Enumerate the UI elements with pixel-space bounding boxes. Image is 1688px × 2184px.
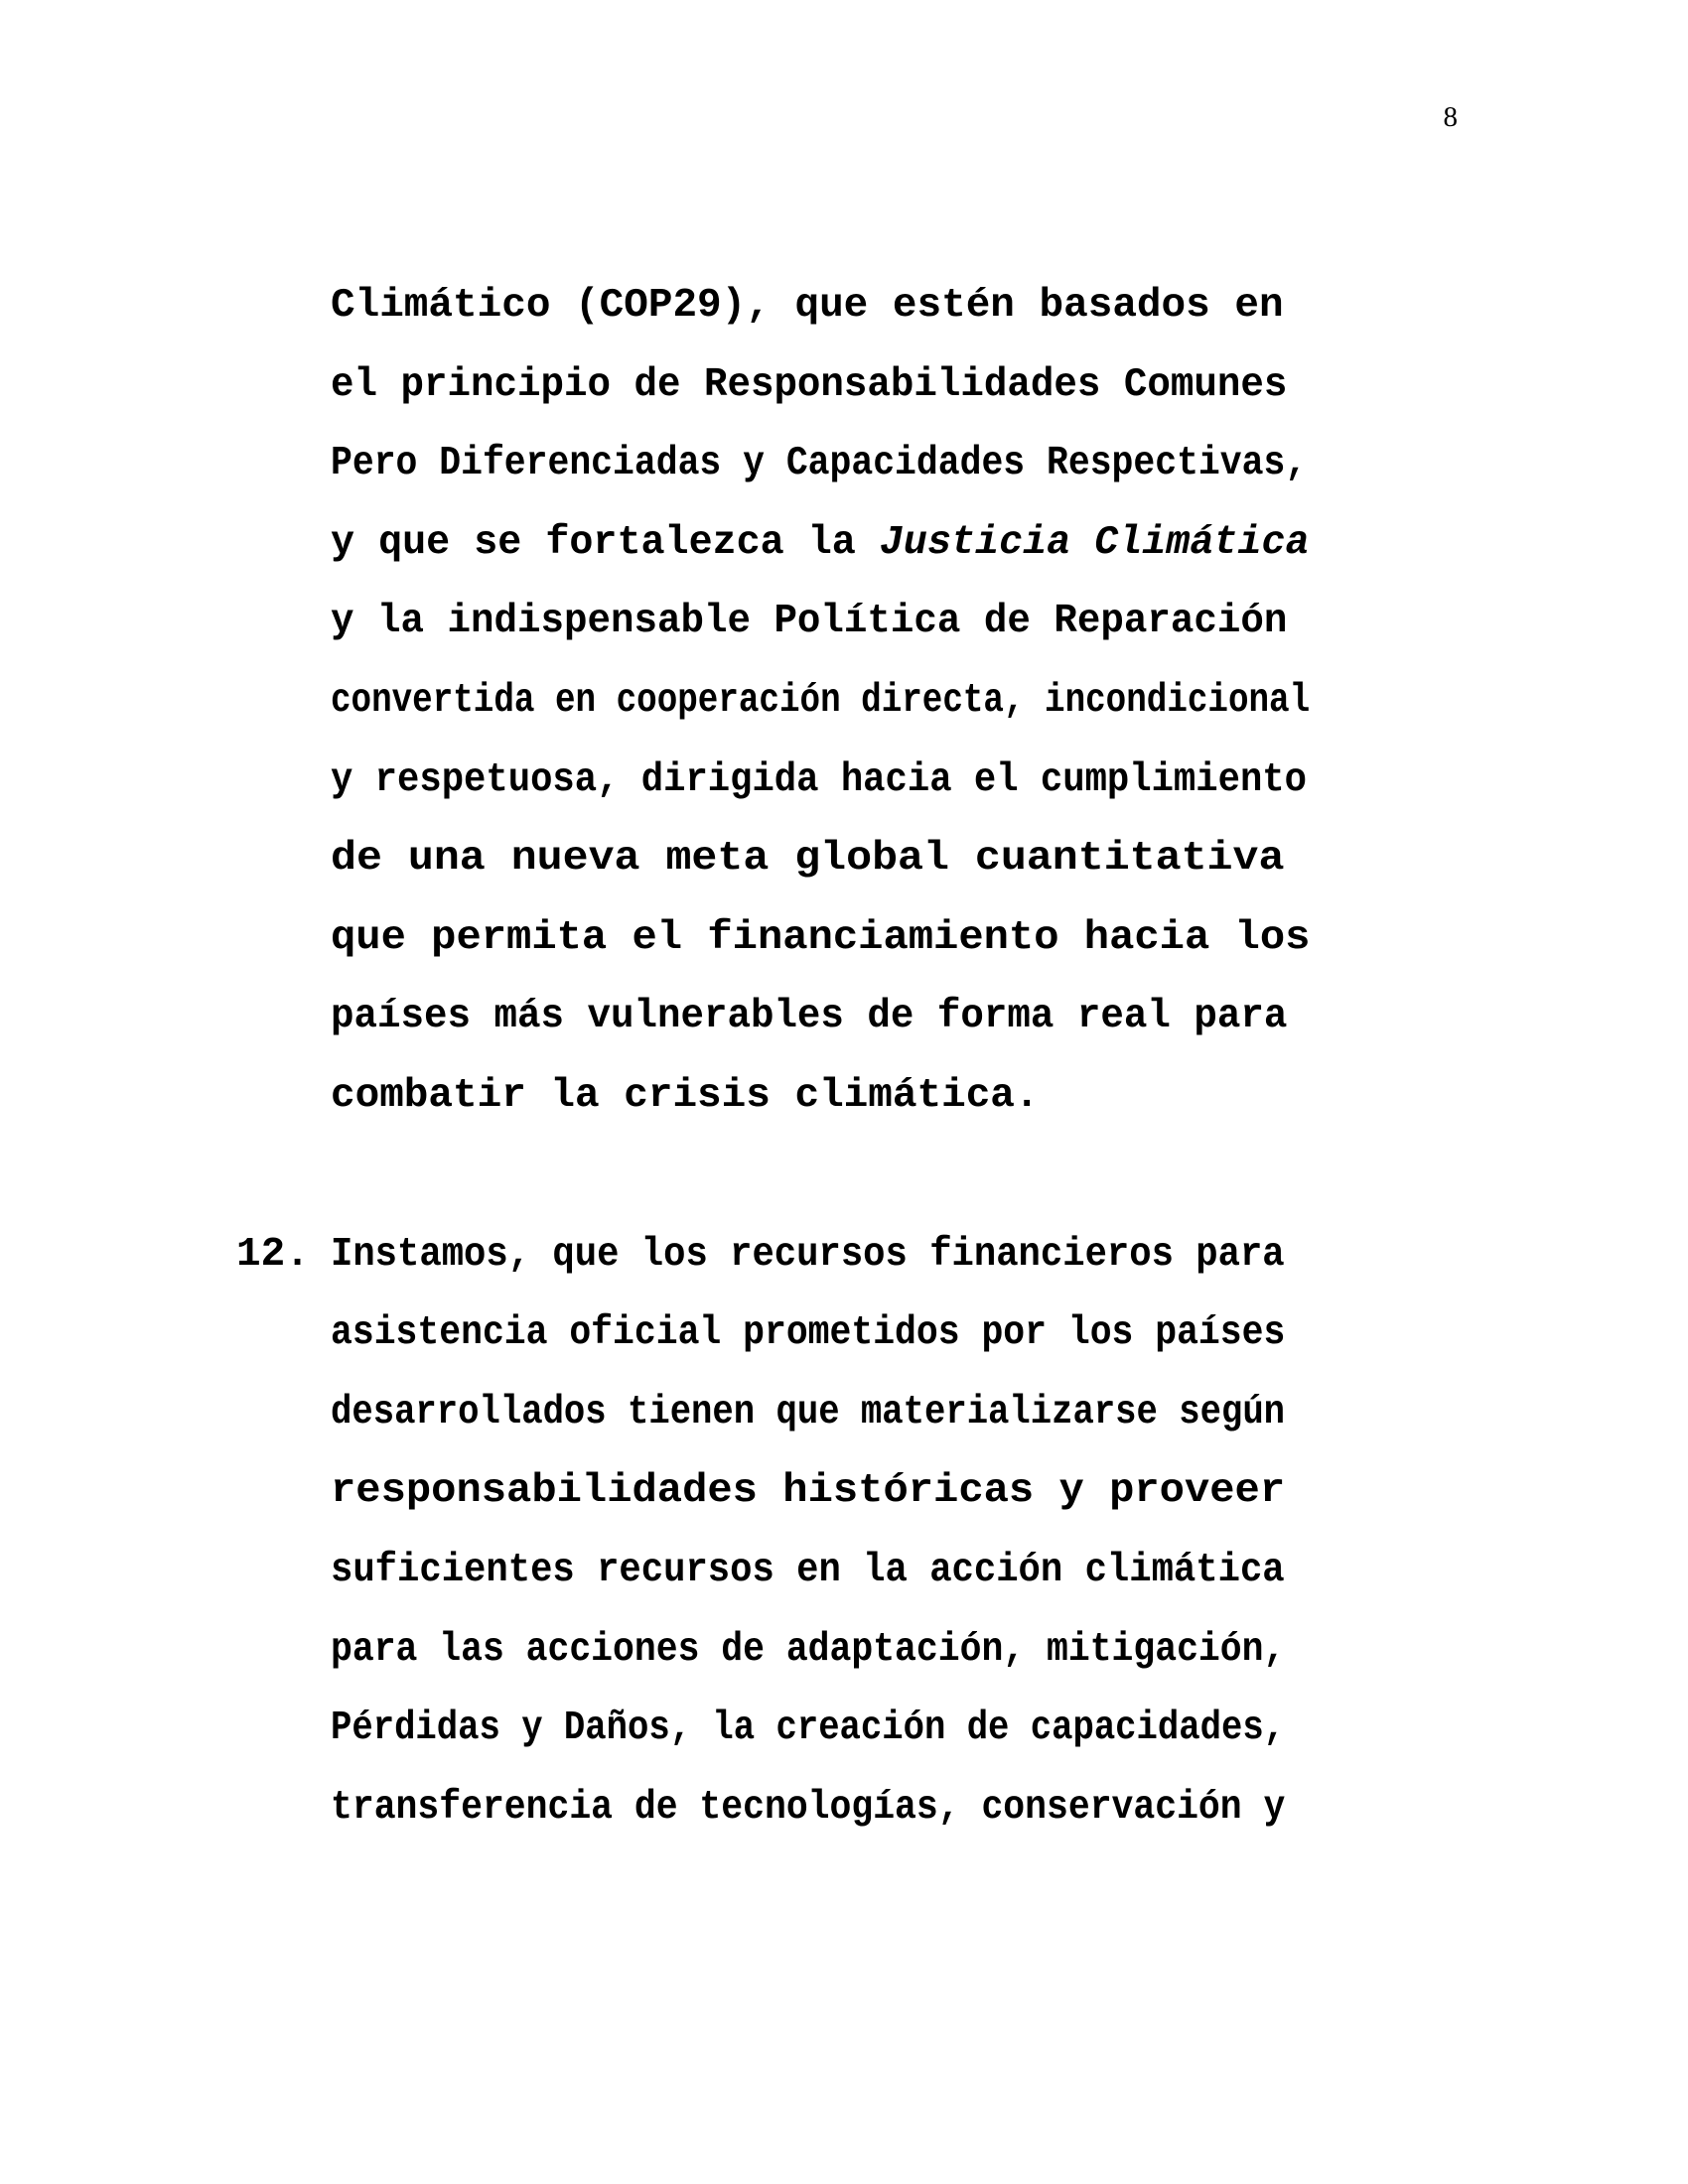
list-item-number: 12. xyxy=(236,1231,310,1278)
emphasis-text-run: Justicia Climática xyxy=(879,519,1310,566)
text-line: y la indispensable Política de Reparación xyxy=(331,599,1288,645)
text-line: asistencia oficial prometidos por los países xyxy=(331,1310,1286,1357)
text-line: Instamos, que los recursos financieros para xyxy=(331,1231,1285,1278)
text-line: Pérdidas y Daños, la creación de capacidades, xyxy=(331,1706,1286,1752)
text-line: Pero Diferenciadas y Capacidades Respectivas, xyxy=(331,441,1308,487)
text-line: combatir la crisis climática. xyxy=(331,1073,1040,1119)
text-line: desarrollados tienen que materializarse según xyxy=(331,1389,1286,1435)
text-line: responsabilidades históricas y proveer xyxy=(331,1468,1286,1515)
text-line: de una nueva meta global cuantitativa xyxy=(331,836,1285,883)
text-line: para las acciones de adaptación, mitigación, xyxy=(331,1626,1286,1673)
text-line: convertida en cooperación directa, incondicional xyxy=(331,678,1311,724)
text-run: y que se fortalezca la xyxy=(331,519,880,566)
page-number: 8 xyxy=(1443,101,1458,133)
text-line: transferencia de tecnologías, conservación y xyxy=(331,1784,1286,1831)
text-line: que permita el financiamiento hacia los xyxy=(331,914,1311,961)
text-line: y respetuosa, dirigida hacia el cumplimiento xyxy=(331,756,1307,803)
text-line: países más vulnerables de forma real para xyxy=(331,994,1288,1040)
text-line xyxy=(331,519,1310,566)
text-line: Climático (COP29), que estén basados en xyxy=(331,283,1284,329)
text-line: el principio de Responsabilidades Comunes xyxy=(331,361,1288,408)
text-line: suficientes recursos en la acción climática xyxy=(331,1548,1285,1593)
